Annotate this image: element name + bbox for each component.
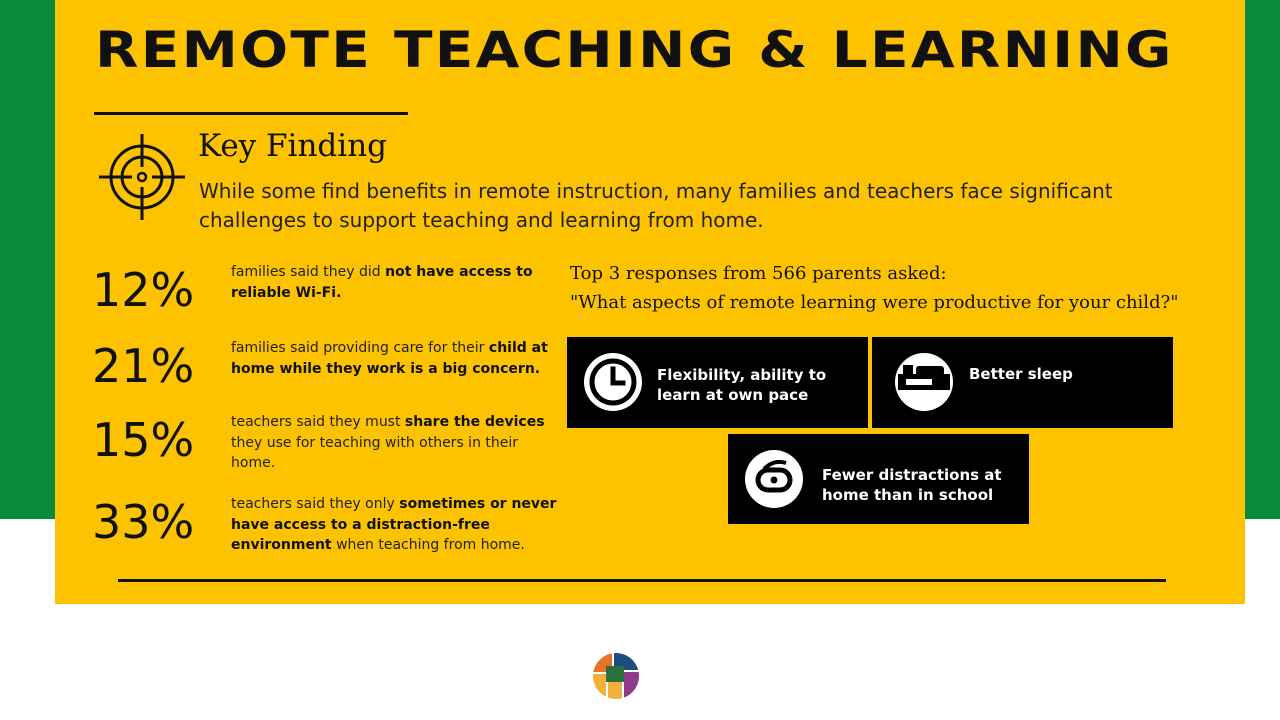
response-card-sleep <box>872 337 1173 428</box>
response-card-flexibility <box>567 337 868 428</box>
stat-description: families said providing care for their child at home while they work is a big concern. <box>231 340 548 377</box>
stat-childcare <box>92 338 562 408</box>
top3-line-2: "What aspects of remote learning were productive for your child?" <box>570 292 1179 313</box>
stat-shared-devices <box>92 412 562 482</box>
stat-percent: 33% <box>92 495 195 549</box>
top3-line-1: Top 3 responses from 566 parents asked: <box>570 263 947 284</box>
key-finding-line-2: challenges to support teaching and learning from home. <box>199 208 764 232</box>
key-finding-heading: Key Finding <box>198 128 387 164</box>
response-card-distractions <box>728 434 1029 524</box>
clock-icon <box>583 352 643 412</box>
key-finding-line-1: While some find benefits in remote instruction, many families and teachers face significant <box>199 179 1113 203</box>
stat-wifi <box>92 262 562 332</box>
stat-distraction-free <box>92 494 562 564</box>
response-label: Fewer distractions at home than in school <box>822 466 1002 504</box>
key-finding-text <box>199 177 1159 235</box>
top3-question <box>570 259 1230 317</box>
stat-description: families said they did not have access to reliable Wi-Fi. <box>231 264 533 301</box>
stat-percent: 12% <box>92 263 195 317</box>
stat-percent: 15% <box>92 413 195 467</box>
title-divider <box>94 112 408 115</box>
organization-logo-icon <box>592 652 640 700</box>
target-icon <box>98 133 186 221</box>
page-title: REMOTE TEACHING & LEARNING <box>95 21 1174 79</box>
stat-description: teachers said they only sometimes or never have access to a distraction-free environment when teaching from home. <box>231 496 557 553</box>
stat-description: teachers said they must share the devices they use for teaching with others in their home. <box>231 414 545 471</box>
stat-percent: 21% <box>92 339 195 393</box>
bed-icon <box>894 352 954 412</box>
response-label: Flexibility, ability to learn at own pace <box>657 366 827 404</box>
bottom-divider <box>118 579 1166 582</box>
focus-icon <box>744 449 804 509</box>
response-label: Better sleep <box>969 365 1073 383</box>
